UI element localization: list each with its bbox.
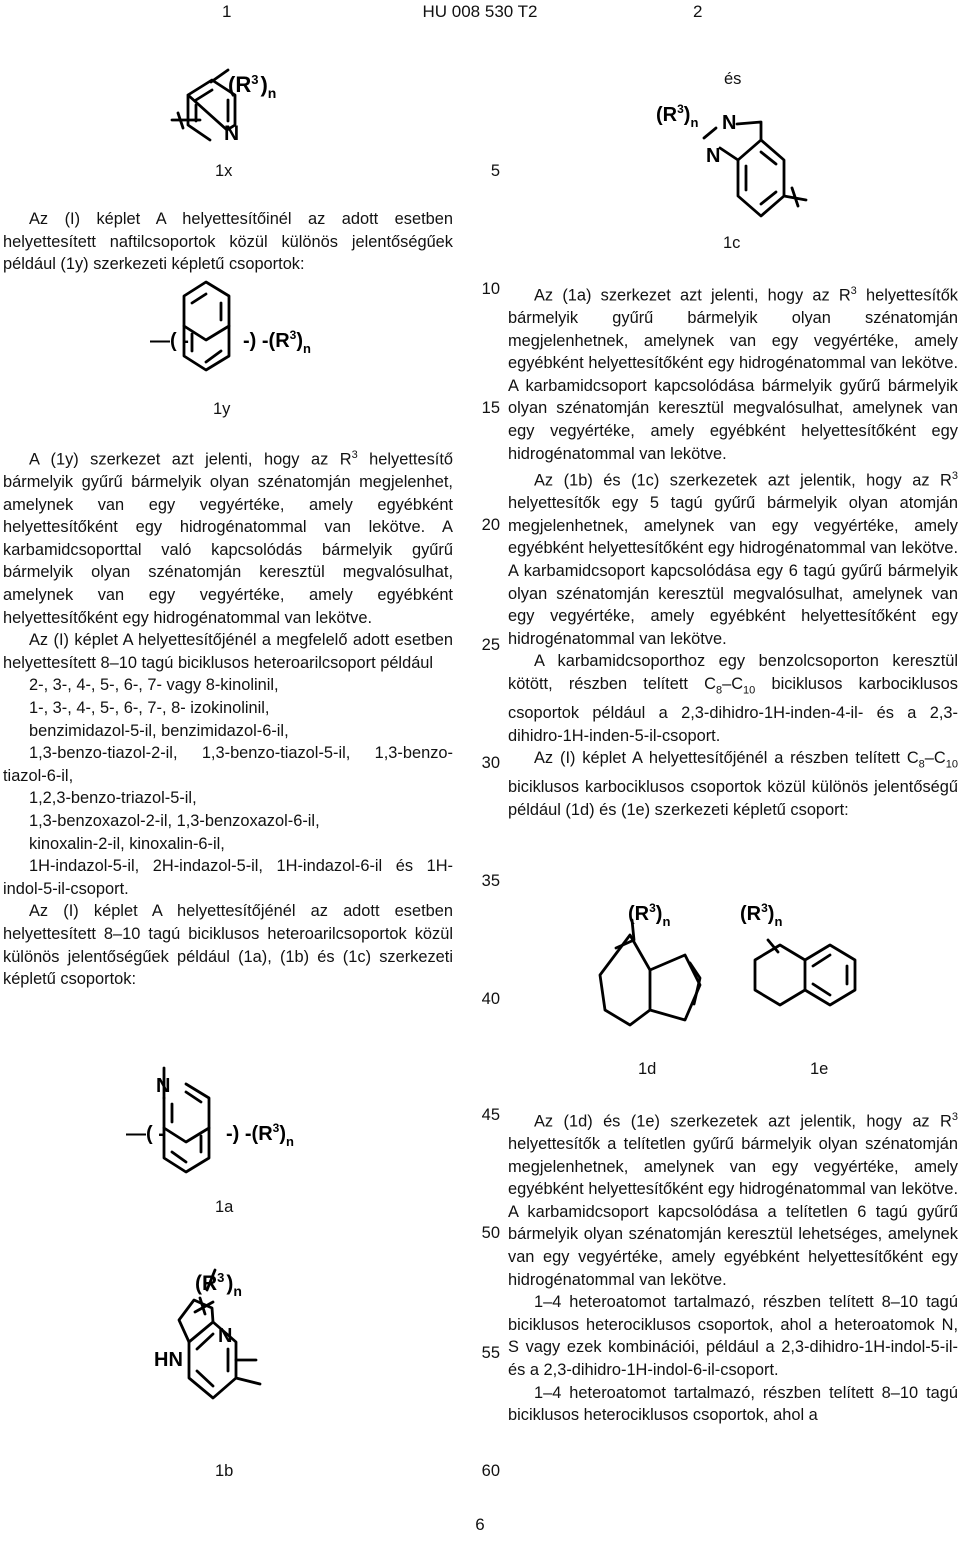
list-item: 1-, 3-, 4-, 5-, 6-, 7-, 8- izokinolinil, xyxy=(29,699,270,717)
line-number: 15 xyxy=(481,399,500,417)
list-item: benzimidazol-5-il, benzimidazol-6-il, xyxy=(29,721,289,740)
caption-1c: 1c xyxy=(723,234,741,252)
svg-text:(R3)n: $(R^3)_n$ xyxy=(195,1270,242,1299)
header-page-right: 2 xyxy=(693,2,703,21)
line-number: 60 xyxy=(481,1462,500,1480)
list-item: 1H-indazol-5-il, 2H-indazol-5-il, 1H-indazol-6-il és 1H-indol-5-il-csoport. xyxy=(3,857,453,898)
svg-text:-) -(R3)n: -) $-(R^3)_n$ xyxy=(243,328,311,356)
line-number: 35 xyxy=(481,872,500,890)
svg-text:(R3)n: $(R^3)_n$ xyxy=(228,72,277,101)
caption-1a: 1a xyxy=(215,1198,234,1216)
line-number: 50 xyxy=(481,1224,500,1242)
header-patent-number: HU 008 530 T2 xyxy=(422,2,538,21)
right-paragraph-bottom: Az (1d) és (1e) szerkezetek azt jelentik, hogy az $R^3$ helyettesítők a telítetlen gyűrű bármelyik olyan szénatomján megjelenhetnek, amelynek van egy vegyértéke, amely egyébként helyettesítőként egy hidrogénatommal van lekötve. A karbamidcsoport kapcsolódása a telítetlen 6 tagú gyűrű bármelyik olyan szénatomján keresztül lehetséges, amelynek van egy vegyértéke, amely egyébként helyettesítőként egy hidrogénatommal van lekötve. 1–4 heteroatomot tartalmazó, részben telített 8–10 tagú biciklusos heterociklusos csoportok, ahol a heteroatomok N, S vagy ezek kombinációi, például a 2,3-dihidro-1H-indol-5-il- és a 2,3-dihidro-1H-indol-6-il-csoport. 1–4 heteroatomot tartalmazó, részben telített 8–10 tagú biciklusos heterociklusos csoportok, ahol a xyxy=(508,1111,958,1425)
svg-text:(R3)n: $(R^3)_n$ xyxy=(740,901,783,929)
nitrogen-label-2: N xyxy=(706,145,721,167)
list-item: 2-, 3-, 4-, 5-, 6-, 7- vagy 8-kinolinil, xyxy=(29,676,279,695)
nitrogen-label: N xyxy=(218,1325,233,1347)
caption-1e: 1e xyxy=(810,1060,829,1078)
list-item: kinoxalin-2-il, kinoxalin-6-il, xyxy=(29,834,225,853)
list-item: 1,3-benzo-tiazol-2-il, 1,3-benzo-tiazol-5-il, 1,3-benzo-tiazol-6-il, xyxy=(3,744,453,785)
nitrogen-label: N xyxy=(156,1075,171,1097)
left-paragraph-1: Az (I) képlet A helyettesítőinél az adott esetben helyettesített naftilcsoportok közül különös jelentőségűek például (1y) szerkezeti képletű csoportok: xyxy=(3,210,453,274)
list-item: 1,3-benzoxazol-2-il, 1,3-benzoxazol-6-il, xyxy=(29,811,320,830)
right-paragraph-top: Az (1a) szerkezet azt jelenti, hogy az $R^3$ helyettesítők bármelyik gyűrű bármelyik olyan szénatomján megjelenhetnek, amelynek van egy vegyértéke, amely egyébként helyettesítőként egy hidrogénatommal van lekötve. A karbamidcsoport kapcsolódása bármelyik gyűrű bármelyik olyan szénatomján keresztül megvalósulhat, amelynek van egy vegyértéke, amely egyébként helyettesítőként egy hidrogénatommal van lekötve. Az (1b) és (1c) szerkezetek azt jelentik, hogy az $R^3$ helyettesítők egy 5 tagú gyűrű bármelyik olyan atomján megjelenhetnek, amelynek van egy vegyértéke, amely egyébként helyettesítőként egy hidrogénatommal van lekötve. A karbamidcsoport kapcsolódása egy 6 tagú gyűrű bármelyik olyan szénatomján keresztül megvalósulhat, amelynek van egy vegyértéke, amely egyébként helyettesítőként egy hidrogénatommal van lekötve. A karbamidcsoporthoz egy benzolcsoporton keresztül kötött, részben telített $C_8-C_{10}$ biciklusos karbociklusos csoportok például a 2,3-dihidro-1H-inden-4-il- és a 2,3-dihidro-1H-inden-5-il-csoport. Az (I) képlet A helyettesítőjénél a részben telített $C_8-C_{10}$ biciklusos karbociklusos csoportok közül különös jelentőségű például (1d) és (1e) szerkezeti képletű csoport: xyxy=(508,285,959,819)
left-paragraph-main: A (1y) szerkezet azt jelenti, hogy az $R^3$ helyettesítő bármelyik gyűrű bármelyik olyan szénatomján megjelenhet, amelynek van egy vegyértéke, amely egyébként helyettesítőként egy hidrogénatommal van lekötve. A karbamidcsoporttal való kapcsolódás bármelyik gyűrű bármelyik olyan szénatomján keresztül megvalósulhat, amelynek van egy vegyértéke, amely egyébként helyettesítőként egy hidrogénatommal van lekötve. Az (I) képlet A helyettesítőjénél a megfelelő adott esetben helyettesített 8–10 tagú biciklusos heteroarilcsoport például 2-, 3-, 4-, 5-, 6-, 7- vagy 8-kinolinil, 1-, 3-, 4-, 5-, 6-, 7-, 8- izokinolinil, benzimidazol-5-il, benzimidazol-6-il, 1,3-benzo-tiazol-2-il, 1,3-benzo-tiazol-5-il, 1,3-benzo-tiazol-6-il, 1,2,3-benzo-triazol-5-il, 1,3-benzoxazol-2-il, 1,3-benzoxazol-6-il, kinoxalin-2-il, kinoxalin-6-il, 1H-indazol-5-il, 2H-indazol-5-il, 1H-indazol-6-il és 1H-indol-5-il-csoport. Az (I) képlet A helyettesítőjénél az adott esetben helyettesített 8–10 tagú biciklusos heteroarilcsoportok közül különös jelentőségűek például (1a), (1b) és (1c) szerkezeti képletű csoportok: xyxy=(3,449,453,989)
line-number: 30 xyxy=(481,754,500,772)
caption-1y: 1y xyxy=(213,400,231,418)
line-number: 5 xyxy=(490,162,500,180)
line-number: 45 xyxy=(481,1106,500,1124)
hn-label: HN xyxy=(154,1349,183,1371)
es-label: és xyxy=(724,70,742,88)
page-number: 6 xyxy=(475,1515,485,1534)
svg-text:—( -: —( - xyxy=(150,330,189,352)
caption-1x: 1x xyxy=(215,162,233,180)
line-number: 20 xyxy=(481,516,500,534)
line-number: 25 xyxy=(481,636,500,654)
caption-1d: 1d xyxy=(638,1060,657,1078)
svg-text:(R3)n: $(R^3)_n$ xyxy=(628,901,671,929)
svg-text:-) -(R3)n: -) $-(R^3)_n$ xyxy=(226,1121,294,1149)
nitrogen-label: N xyxy=(224,122,240,145)
caption-1b: 1b xyxy=(215,1462,234,1480)
svg-text:—( -: —( - xyxy=(126,1123,165,1145)
header-page-left: 1 xyxy=(222,2,232,21)
svg-text:(R3)n: $(R^3)_n$ xyxy=(656,102,699,130)
line-number: 10 xyxy=(481,280,500,298)
line-number: 40 xyxy=(481,990,500,1008)
list-item: 1,2,3-benzo-triazol-5-il, xyxy=(29,789,197,808)
nitrogen-label-1: N xyxy=(722,112,737,134)
line-number: 55 xyxy=(481,1344,500,1362)
